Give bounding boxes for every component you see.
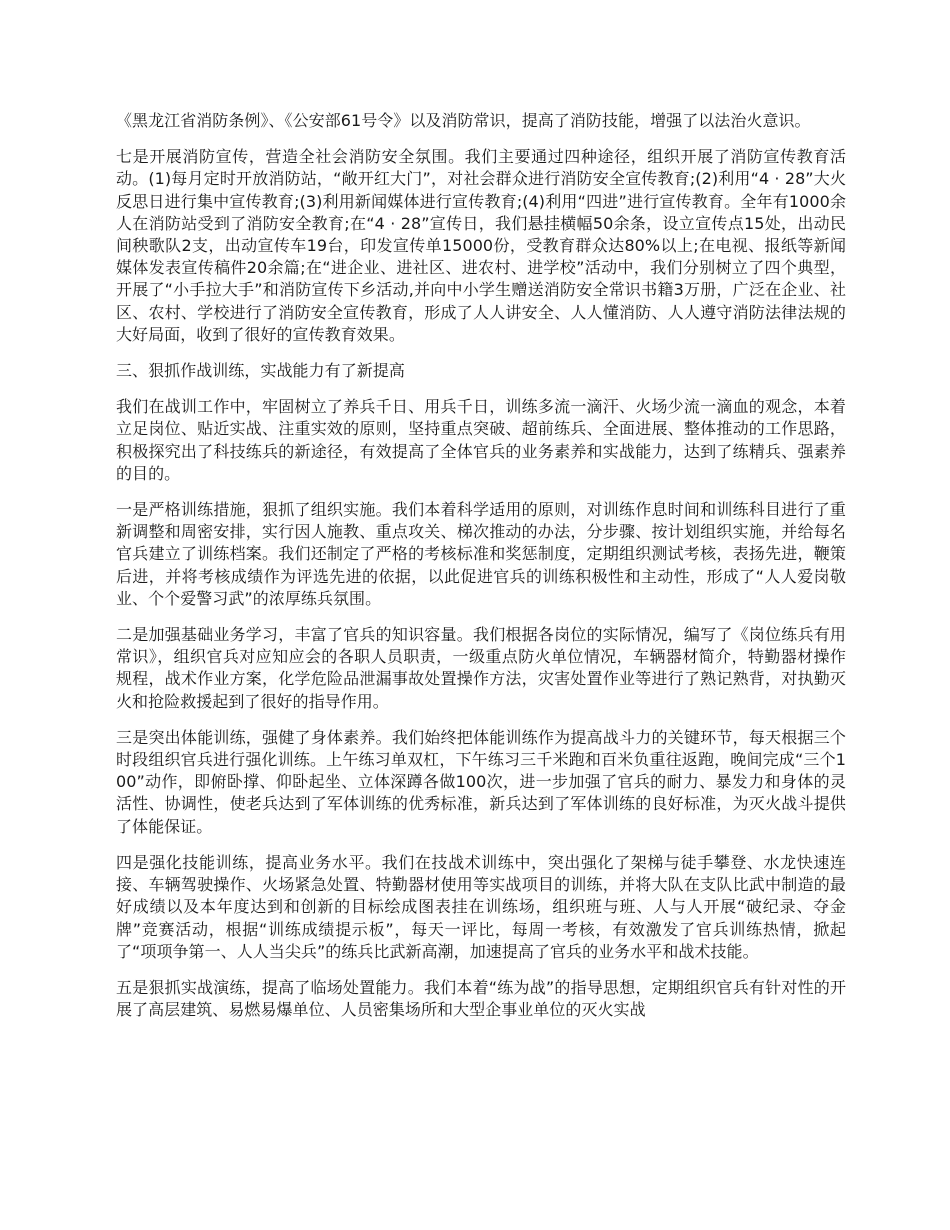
paragraph-physical-training: 三是突出体能训练，强健了身体素养。我们始终把体能训练作为提高战斗力的关键环节，每天根据三个时段组织官兵进行强化训练。上午练习单双杠，下午练习三千米跑和百米负重往返跑，晚间完成“三个100”动作，即俯卧撑、仰卧起坐、立体深蹲各做100次，进一步加强了官兵的耐力、暴发力和身体的灵活性、协调性，使老兵达到了军体训练的优秀标准，新兵达到了军体训练的良好标准，为灭火战斗提供了体能保证。 [116,727,846,836]
document-page [116,110,846,1035]
paragraph-training-measures: 一是严格训练措施，狠抓了组织实施。我们本着科学适用的原则，对训练作息时间和训练科目进行了重新调整和周密安排，实行因人施教、重点攻关、梯次推动的办法，分步骤、按计划组织实施，并给每名官兵建立了训练档案。我们还制定了严格的考核标准和奖惩制度，定期组织测试考核，表扬先进，鞭策后进，并将考核成绩作为评选先进的依据，以此促进官兵的训练积极性和主动性，形成了“人人爱岗敬业、个个爱警习武”的浓厚练兵氛围。 [116,500,846,608]
paragraph-fire-publicity: 七是开展消防宣传，营造全社会消防安全氛围。我们主要通过四种途径，组织开展了消防宣传教育活动。(1)每月定时开放消防站，“敞开红大门”，对社会群众进行消防安全宣传教育;(2)利用“4 · 28”大火反思日进行集中宣传教育;(3)利用新闻媒体进行宣传教育;(4)利用“四进”进行宣传教育。全年有1000余人在消防站受到了消防安全教育;在“4 · 28”宣传日，我们悬挂横幅50余条，设立宣传点15处，出动民间秧歌队2支，出动宣传车19台，印发宣传单15000份，受教育群众达80%以上;在电视、报纸等新闻媒体发表宣传稿件20余篇;在“进企业、进社区、进农村、进学校”活动中，我们分别树立了四个典型，开展了“小手拉大手”和消防宣传下乡活动,并向中小学生赠送消防安全常识书籍3万册，广泛在企业、社区、农村、学校进行了消防安全宣传教育，形成了人人讲安全、人人懂消防、人人遵守消防法律法规的大好局面，收到了很好的宣传教育效果。 [116,147,846,344]
paragraph-combat-drills: 五是狠抓实战演练，提高了临场处置能力。我们本着“练为战”的指导思想，定期组织官兵有针对性的开展了高层建筑、易燃易爆单位、人员密集场所和大型企事业单位的灭火实战 [116,977,846,1020]
section-heading-combat-training: 三、狠抓作战训练，实战能力有了新提高 [116,361,405,381]
paragraph-training-overview: 我们在战训工作中，牢固树立了养兵千日、用兵千日，训练多流一滴汗、火场少流一滴血的观念，本着立足岗位、贴近实战、注重实效的原则，坚持重点突破、超前练兵、全面进展、整体推动的工作思路，积极探究出了科技练兵的新途径，有效提高了全体官兵的业务素养和实战能力，达到了练精兵、强素养的目的。 [116,397,846,483]
paragraph-skill-training: 四是强化技能训练，提高业务水平。我们在技战术训练中，突出强化了架梯与徒手攀登、水龙快速连接、车辆驾驶操作、火场紧急处置、特勤器材使用等实战项目的训练，并将大队在支队比武中制造的最好成绩以及本年度达到和创新的目标绘成图表挂在训练场，组织班与班、人与人开展“破纪录、夺金牌”竞赛活动，根据“训练成绩提示板”，每天一评比，每周一考核，有效激发了官兵训练热情，掀起了“项项争第一、人人当尖兵”的练兵比武新高潮，加速提高了官兵的业务水平和战术技能。 [116,852,846,961]
paragraph-fire-law-awareness: 《黑龙江省消防条例》、《公安部61号令》以及消防常识，提高了消防技能，增强了以法治火意识。 [116,111,811,130]
paragraph-basic-knowledge: 二是加强基础业务学习，丰富了官兵的知识容量。我们根据各岗位的实际情况，编写了《岗位练兵有用常识》，组织官兵对应知应会的各职人员职责，一级重点防火单位情况，车辆器材简介，特勤器材操作规程，战术作业方案，化学危险品泄漏事故处置操作方法，灾害处置作业等进行了熟记熟背，对执勤灭火和抢险救援起到了很好的指导作用。 [116,625,846,711]
